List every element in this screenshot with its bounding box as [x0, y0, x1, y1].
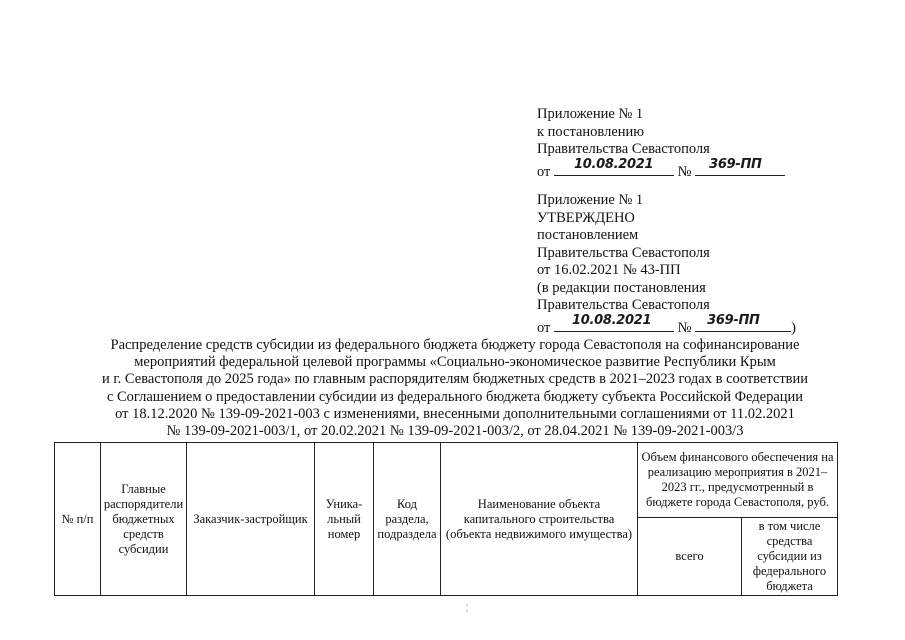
header-number: № п/п [55, 443, 101, 596]
date-field [554, 315, 674, 332]
handwritten-number: 369-ПП [709, 157, 762, 172]
header-funding-volume: Объем финансового обеспечения на реализацию мероприятия в 2021–2023 гг., предусмотренный в бюджете города Севастополя, руб. [638, 443, 838, 518]
number-field [695, 315, 791, 332]
number-field [695, 159, 785, 176]
approved-label: УТВЕРЖДЕНО [537, 209, 635, 226]
by-resolution-label: постановлением [537, 227, 639, 243]
edition-label: (в редакции постановления [537, 279, 706, 296]
to-resolution-label: к постановлению [537, 123, 645, 140]
date-number-line: от 10.08.2021 № 369-ПП ) [537, 313, 796, 336]
distribution-table [54, 442, 838, 596]
approval-block-resolution [537, 106, 785, 181]
header-section-code: Код раздела, подраздела [374, 443, 441, 596]
appendix-label: Приложение № 1 [537, 106, 644, 122]
approval-block-approved [537, 192, 796, 337]
handwritten-date: 10.08.2021 [574, 157, 654, 172]
appendix-label: Приложение № 1 [537, 192, 644, 208]
handwritten-number: 369-ПП [707, 313, 760, 328]
date-number-line: от 10.08.2021 № 369-ПП [537, 159, 785, 182]
date-field [554, 159, 674, 176]
header-total: всего [638, 518, 742, 596]
header-budget-managers: Главные распорядители бюджетных средств субсидии [101, 443, 187, 596]
scan-mark: ¦ [466, 602, 469, 613]
government-label: Правительства Севастополя [537, 244, 710, 261]
original-resolution-ref: от 16.02.2021 № 43-ПП [537, 262, 681, 278]
header-object-name: Наименование объекта капитального строительства (объекта недвижимого имущества) [441, 443, 638, 596]
header-federal-subsidy: в том числе средства субсидии из федерального бюджета [742, 518, 838, 596]
header-unique-number: Уника-льный номер [315, 443, 374, 596]
government-label: Правительства Севастополя [537, 141, 710, 157]
government-label: Правительства Севастополя [537, 297, 710, 313]
handwritten-date: 10.08.2021 [572, 313, 652, 328]
document-title: Распределение средств субсидии из федерального бюджета бюджету города Севастополя на софинансирование мероприятий федеральной целевой программы «Социально-экономическое развитие Республики Крым и г. Севастополя до 2025 года» по главным распорядителям бюджетных средств в 2021–2023 годах в соответствии с Соглашением о предоставлении субсидии из федерального бюджета бюджету субъекта Российской Федерации от 18.12.2020 № 139-09-2021-003 с изменениями, внесенными дополнительными соглашениями от 11.02.2021 № 139-09-2021-003/1, от 20.02.2021 № 139-09-2021-003/2, от 28.04.2021 № 139-09-2021-003/3 [101, 337, 809, 440]
header-customer-developer: Заказчик-застройщик [187, 443, 315, 596]
